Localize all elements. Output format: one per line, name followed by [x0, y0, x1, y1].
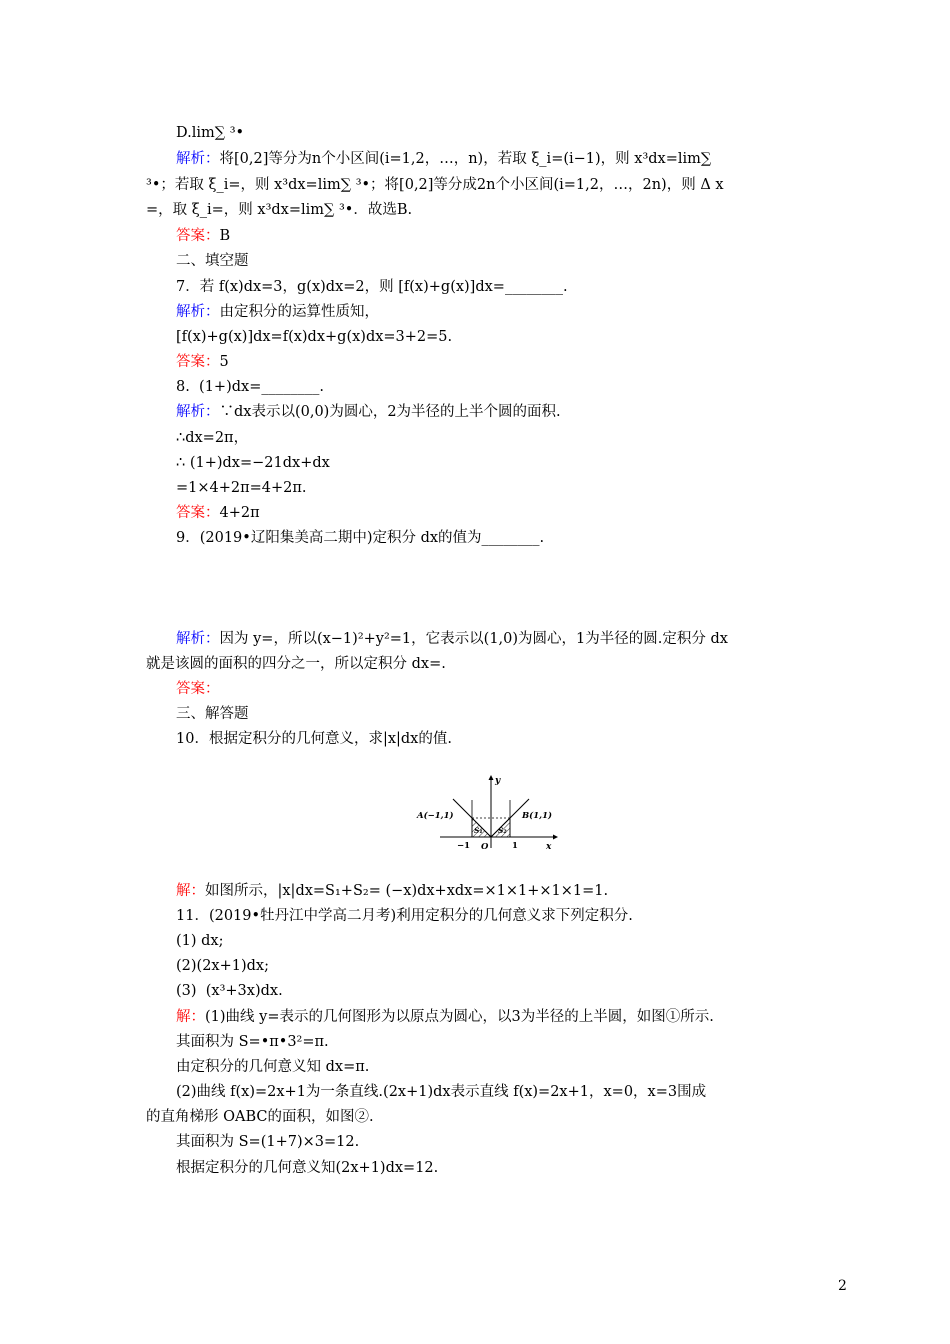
- solution-11-line2: 其面积为 S=•π•3²=π.: [176, 1034, 329, 1050]
- option-d: D.lim∑ ³•: [176, 125, 245, 141]
- question-11-part1: (1) dx;: [176, 933, 224, 949]
- analysis-text: ∵dx表示以(0,0)为圆心，2为半径的上半个圆的面积.: [219, 404, 561, 420]
- solution-10: [176, 881, 608, 901]
- page-number: 2: [838, 1278, 847, 1294]
- analysis-text: 因为 y=，所以(x−1)²+y²=1，它表示以(1,0)为圆心，1为半径的圆.定积分 dx: [219, 631, 728, 647]
- solution-text: (1)曲线 y=表示的几何图形为以原点为圆心，以3为半径的上半圆，如图①所示.: [205, 1009, 714, 1025]
- label-minus-one: −1: [457, 841, 471, 850]
- label-origin: O: [481, 842, 489, 850]
- question-11-part2: (2)(2x+1)dx;: [176, 958, 269, 974]
- analysis-8-line3: ∴ (1+)dx=−21dx+dx: [176, 455, 330, 471]
- answer-label: 答案：: [176, 505, 220, 521]
- solution-text: 如图所示，|x|dx=S₁+S₂= (−x)dx+xdx=×1×1+×1×1=1.: [205, 883, 609, 899]
- analysis-6: [176, 149, 711, 169]
- solution-11-line3: 由定积分的几何意义知 dx=π.: [176, 1059, 370, 1075]
- section-solutions: 三、解答题: [176, 706, 249, 722]
- question-11-part3: (3) (x³+3x)dx.: [176, 983, 283, 999]
- label-one: 1: [512, 841, 518, 850]
- solution-11: [176, 1007, 714, 1027]
- label-s1: S₁: [474, 826, 483, 835]
- section-fill-in: 二、填空题: [176, 253, 249, 269]
- label-point-a: A(−1,1): [417, 811, 454, 821]
- analysis-label: 解析：: [176, 631, 220, 647]
- analysis-6-line3: =，取 ξ_i=，则 x³dx=lim∑ ³•．故选B.: [146, 202, 413, 218]
- analysis-8-line2: ∴dx=2π，: [176, 430, 249, 446]
- answer-text: 5: [219, 354, 229, 370]
- question-11: 11．(2019•牡丹江中学高二月考)利用定积分的几何意义求下列定积分.: [176, 908, 633, 924]
- answer-label: 答案：: [176, 228, 220, 244]
- analysis-label: 解析：: [176, 304, 220, 320]
- x-axis-arrow: [553, 835, 558, 840]
- y-axis-arrow: [489, 775, 494, 780]
- label-s2: S₂: [498, 826, 507, 835]
- solution-11-line5: 的直角梯形 OABC的面积，如图②.: [146, 1109, 374, 1125]
- analysis-8-line4: =1×4+2π=4+2π.: [176, 480, 307, 496]
- label-point-b: B(1,1): [522, 811, 553, 821]
- answer-text: B: [219, 228, 231, 244]
- answer-label: 答案：: [176, 681, 220, 697]
- analysis-9-line2: 就是该圆的面积的四分之一，所以定积分 dx=.: [146, 656, 446, 672]
- question-7: 7．若 f(x)dx=3，g(x)dx=2，则 [f(x)+g(x)]dx=________.: [176, 279, 568, 295]
- answer-7: [176, 352, 229, 372]
- analysis-7-line2: [f(x)+g(x)]dx=f(x)dx+g(x)dx=3+2=5.: [176, 329, 453, 345]
- answer-6: [176, 226, 230, 246]
- analysis-label: 解析：: [176, 404, 220, 420]
- question-9: 9．(2019•辽阳集美高二期中)定积分 dx的值为________.: [176, 530, 545, 546]
- label-x: x: [546, 842, 552, 850]
- abs-x-figure: [415, 770, 565, 850]
- analysis-label: 解析：: [176, 151, 220, 167]
- analysis-6-line2: ³•；若取 ξ_i=，则 x³dx=lim∑ ³•；将[0,2]等分成2n个小区间(i=1,2，…，2n)，则 Δ x: [146, 177, 724, 193]
- analysis-text: 将[0,2]等分为n个小区间(i=1,2，…，n)，若取 ξ_i=(i−1)，则 x³dx=lim∑: [219, 151, 712, 167]
- analysis-9: [176, 629, 728, 649]
- answer-label: 答案：: [176, 354, 220, 370]
- answer-9: [176, 679, 220, 699]
- solution-11-line7: 根据定积分的几何意义知(2x+1)dx=12.: [176, 1160, 439, 1176]
- solution-label: 解：: [176, 883, 205, 899]
- answer-8: [176, 503, 260, 523]
- solution-11-line6: 其面积为 S=(1+7)×3=12.: [176, 1134, 360, 1150]
- question-10: 10．根据定积分的几何意义，求|x|dx的值.: [176, 731, 452, 747]
- solution-label: 解：: [176, 1009, 205, 1025]
- analysis-8: [176, 402, 561, 422]
- label-y: y: [495, 776, 501, 786]
- question-8: 8. (1+)dx=________.: [176, 379, 324, 395]
- analysis-text: 由定积分的运算性质知，: [219, 304, 379, 320]
- analysis-7: [176, 302, 379, 322]
- solution-11-line4: (2)曲线 f(x)=2x+1为一条直线.(2x+1)dx表示直线 f(x)=2x+1，x=0，x=3围成: [176, 1084, 707, 1100]
- answer-text: 4+2π: [219, 505, 260, 521]
